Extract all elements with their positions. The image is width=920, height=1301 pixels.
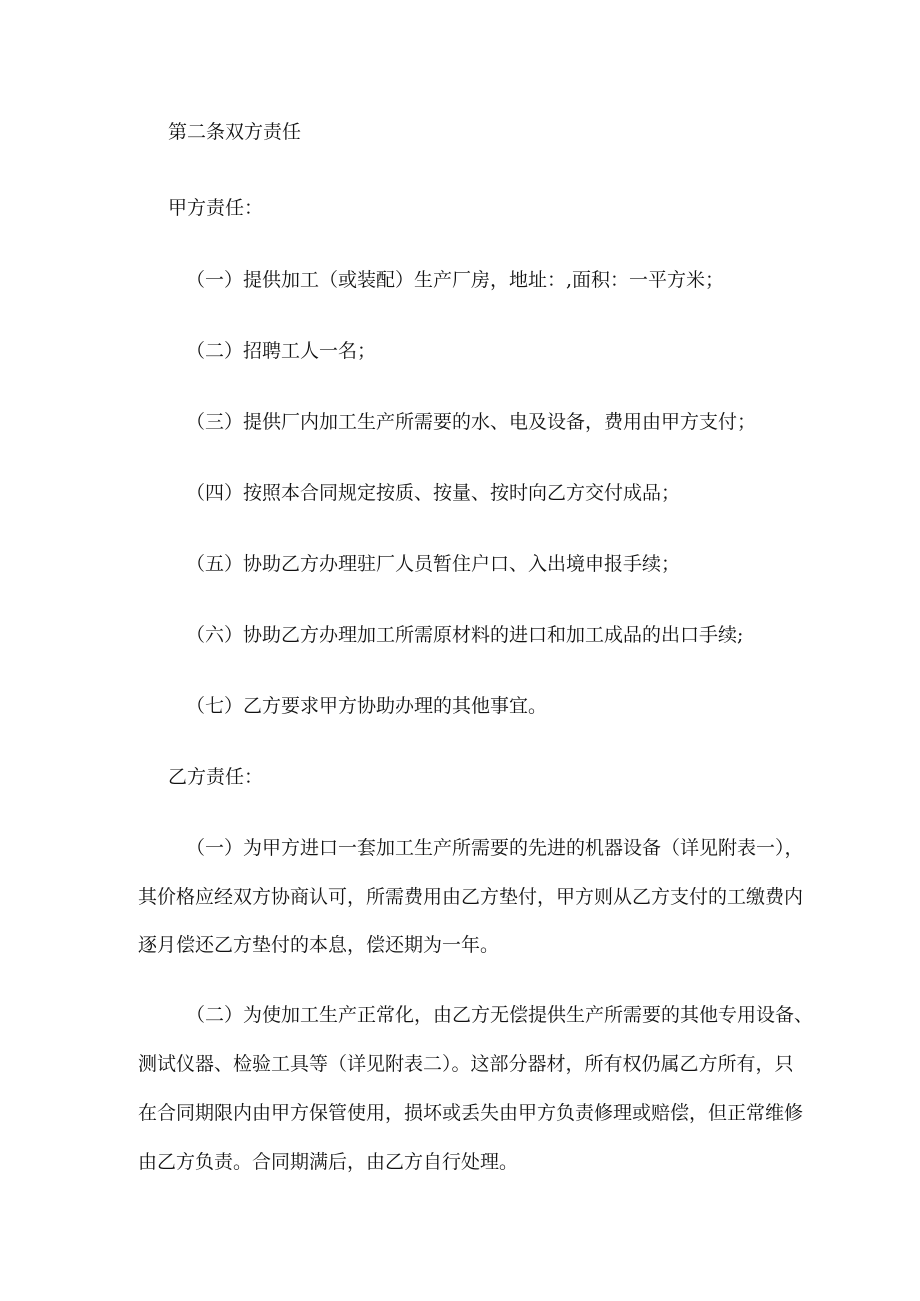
- party-b-p2-line-4: 由乙方负责。合同期满后，由乙方自行处理。: [138, 1151, 519, 1173]
- party-a-item-4: （四）按照本合同规定按质、按量、按时向乙方交付成品；: [186, 482, 681, 504]
- party-b-p2-line-1: （二）为使加工生产正常化，由乙方无偿提供生产所需要的其他专用设备、: [186, 1004, 814, 1026]
- party-a-item-5: （五）协助乙方办理驻厂人员暂住户口、入出境申报手续；: [186, 553, 681, 575]
- party-b-p2-line-3: 在合同期限内由甲方保管使用，损坏或丢失由甲方负责修理或赔偿，但正常维修: [138, 1102, 804, 1124]
- party-b-p2-line-2: 测试仪器、检验工具等（详见附表二）。这部分器材，所有权仍属乙方所有，只: [138, 1053, 794, 1075]
- party-a-item-6: （六）协助乙方办理加工所需原材料的进口和加工成品的出口手续;: [186, 624, 744, 646]
- party-a-title: 甲方责任：: [168, 197, 264, 219]
- party-b-p1-line-2: 其价格应经双方协商认可，所需费用由乙方垫付，甲方则从乙方支付的工缴费内: [138, 886, 804, 908]
- party-b-p1-line-1: （一）为甲方进口一套加工生产所需要的先进的机器设备（详见附表一），: [186, 837, 804, 859]
- party-b-title: 乙方责任：: [168, 766, 264, 788]
- party-a-item-2: （二）招聘工人一名；: [186, 340, 377, 362]
- party-a-item-7: （七）乙方要求甲方协助办理的其他事宜。: [186, 695, 548, 717]
- party-a-item-1: （一）提供加工（或装配）生产厂房，地址：,面积：一平方米；: [186, 269, 725, 291]
- section-heading: 第二条双方责任: [168, 121, 302, 143]
- party-b-p1-line-3: 逐月偿还乙方垫付的本息，偿还期为一年。: [138, 934, 500, 956]
- party-a-item-3: （三）提供厂内加工生产所需要的水、电及设备，费用由甲方支付；: [186, 411, 757, 433]
